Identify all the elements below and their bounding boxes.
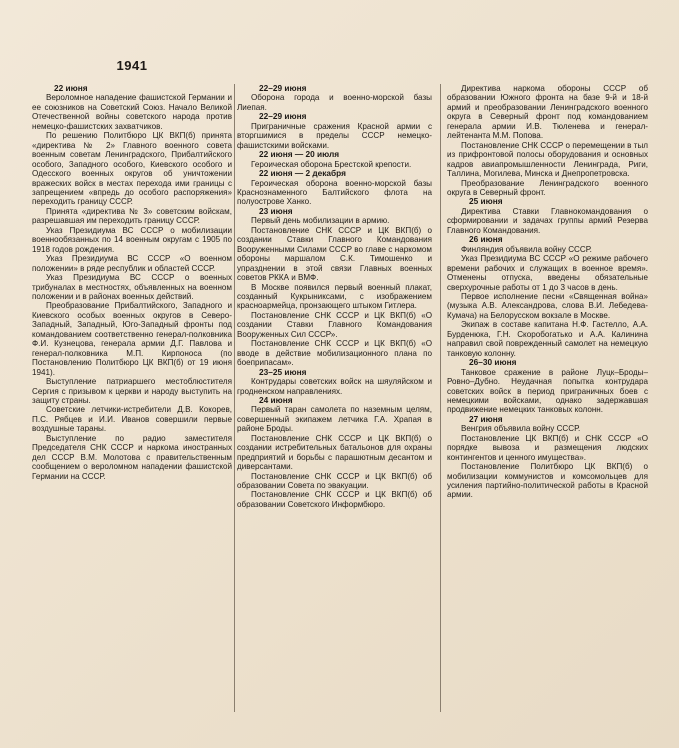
entry-text: Постановление СНК СССР и ЦК ВКП(б) «О вводе в действие мобилизационного плана по боеприпасам». [237, 339, 432, 368]
entry-date: 27 июня [469, 413, 503, 424]
entry-date: 22 июня — 2 декабря [259, 168, 346, 179]
entry-date: 23–25 июня [259, 366, 307, 377]
entry-date: 22–29 июня [259, 111, 307, 122]
entry-text: Финляндия объявила войну СССР. [461, 244, 592, 254]
entry-text: Первый день мобилизации в армию. [251, 216, 390, 226]
entry-date: 22 июня [54, 83, 88, 93]
entry-text: Экипаж в составе капитана Н.Ф. Гастелло, А.А. Бурденюка, Г.Н. Скоробогатько и А.А. Калинина направил свой поврежденный самолет на немецкую танковую колонну. [447, 320, 648, 358]
entry-text: Выступление патриаршего местоблюстителя Сергия с призывом к церкви и народу выступить на защиту страны. [32, 377, 232, 405]
entry-text: Контрудары советских войск на шяуляйском и гродненском направлениях. [237, 377, 432, 396]
entry-text: В Москве появился первый военный плакат, созданный Кукрыниксами, с изображением красноармейца, пронзающего штыком Гитлера. [237, 282, 432, 311]
entry-date: 26–30 июня [469, 357, 517, 368]
entry-text: Преобразование Ленинградского военного округа в Северный фронт. [447, 178, 648, 197]
entry-text: Выступление по радио заместителя Председателя СНК СССР и наркома иностранных дел СССР В.М. Молотова с правительственным сообщением о вероломном нападении фашистской Германии на СССР. [32, 433, 232, 481]
entry-text: Принята «директива № 3» советским войскам, разрешавшая им переходить границу СССР. [32, 206, 232, 226]
entry-date: 25 июня [469, 196, 503, 207]
entry-text: Преобразование Прибалтийского, Западного и Киевского особых военных округов в Северо-Западный, Западный, Юго-Западный фронты под командованием соответственно генерал-полковника Ф.И. Кузнецова, генерала армии Д.Г. Павлова и генерал-полковника М.П. Кирпоноса (по Постановлению Политбюро ЦК ВКП(б) от 19 июня 1941). [32, 301, 232, 377]
entry-text: Постановление СНК СССР о перемещении в тыл из прифронтовой полосы оборудования и основных кадров авиапромышленности Ленинграда, Риги, Таллина, Могилева, Минска и Днепропетровска. [447, 140, 648, 179]
year-heading: 1941 [116, 58, 148, 73]
entry-text: Вероломное нападение фашистской Германии и ее союзников на Советский Союз. Начало Великой Отечественной войны советского народа против немецко-фашистских захватчиков. [32, 93, 232, 131]
entry-text: Постановление СНК СССР и ЦК ВКП(б) «О создании Ставки Главного Командования Вооруженных Сил СССР». [237, 310, 432, 339]
entry-date: 26 июня [469, 234, 503, 245]
entry-text: Первый таран самолета по наземным целям, совершенный экипажем летчика Г.А. Храпая в районе Броды. [237, 405, 432, 434]
entry-text: Оборона города и военно-морской базы Лиепая. [237, 93, 432, 112]
entry-text: По решению Политбюро ЦК ВКП(б) принята «директива № 2» Главного военного совета военным советам Ленинградского, Прибалтийского особого, Западного особого, Киевского особого и Одесского военных округов об уничтожении вражеских войск в местах перехода ими границы с запрещением «впредь до особого распоряжения» переходить границу СССР. [32, 131, 232, 207]
column-2 [237, 84, 432, 509]
column-divider [234, 84, 235, 712]
entry-text: Постановление ЦК ВКП(б) и СНК СССР «О порядке вывоза и размещения людских контингентов и ценного имущества». [447, 433, 648, 462]
entry-text: Советские летчики-истребители Д.В. Кокорев, П.С. Рябцев и И.И. Иванов совершили первые воздушные тараны. [32, 405, 232, 434]
entry-date: 22–29 июня [259, 83, 307, 93]
entry-text: Героическая оборона Брестской крепости. [251, 159, 412, 169]
entry-text: Постановление Политбюро ЦК ВКП(б) о мобилизации коммунистов и комсомольцев для усиления партийно-политической работы в Красной армии. [447, 462, 648, 500]
entry-text: Указ Президиума ВС СССР о военных трибуналах в местностях, объявленных на военном положении и в районах военных действий. [32, 273, 232, 301]
entry-text: Постановление СНК СССР и ЦК ВКП(б) об образовании Советского Информбюро. [237, 490, 432, 509]
entry-text: Первое исполнение песни «Священная война» (музыка А.В. Александрова, слова В.И. Лебедева-Кумача) на Белорусском вокзале в Москве. [447, 291, 648, 320]
entry-text: Указ Президиума ВС СССР о мобилизации военнообязанных по 14 военным округам с 1905 по 1918 годов рождения. [32, 225, 232, 254]
entry-date: 22 июня — 20 июля [259, 149, 340, 160]
entry-text: Указ Президиума ВС СССР «О режиме рабочего времени рабочих и служащих в военное время». Отменены отпуска, введены обязательные сверхурочные работы от 1 до 3 часов в день. [447, 254, 648, 292]
column-1 [32, 84, 232, 481]
entry-text: Героическая оборона военно-морской базы Краснознаменного Балтийского флота на полуострове Ханко. [237, 178, 432, 207]
entry-text: Директива наркома обороны СССР об образовании Южного фронта на базе 9-й и 18-й армий и преобразовании Ленинградского военного округа в Северный фронт под командованием генерала армии И.В. Тюленева и генерал-лейтенанта М.М. Попова. [447, 84, 648, 141]
entry-text: Постановление СНК СССР и ЦК ВКП(б) об образовании Совета по эвакуации. [237, 471, 432, 491]
column-3 [447, 84, 648, 500]
entry-date: 23 июня [259, 205, 293, 216]
entry-text: Постановление СНК СССР и ЦК ВКП(б) о создании истребительных батальонов для охраны предприятий и борьбы с парашютным десантом и диверсантами. [237, 433, 432, 472]
entry-text: Танковое сражение в районе Луцк–Броды–Ровно–Дубно. Неудачная попытка контрудара советских войск в период приграничных боев с немецкими войсками, однако задержавшая продвижение немецких танковых колонн. [447, 367, 648, 415]
entry-text: Постановление СНК СССР и ЦК ВКП(б) о создании Ставки Главного Командования Вооруженными Силами СССР во главе с наркомом обороны маршалом С.К. Тимошенко и упразднении в этой связи Главных военных советов РККА и ВМФ. [237, 225, 432, 283]
entry-date: 24 июня [259, 394, 293, 405]
entry-text: Венгрия объявила войну СССР. [461, 424, 581, 434]
entry-text: Указ Президиума ВС СССР «О военном положении» в ряде республик и областей СССР. [32, 254, 232, 273]
entry-text: Директива Ставки Главнокомандования о сформировании и задачах группы армий Резерва Главного Командования. [447, 206, 648, 235]
column-divider [440, 84, 441, 712]
entry-text: Приграничные сражения Красной армии с вторгшимися в пределы СССР немецко-фашистскими войсками. [237, 121, 432, 150]
